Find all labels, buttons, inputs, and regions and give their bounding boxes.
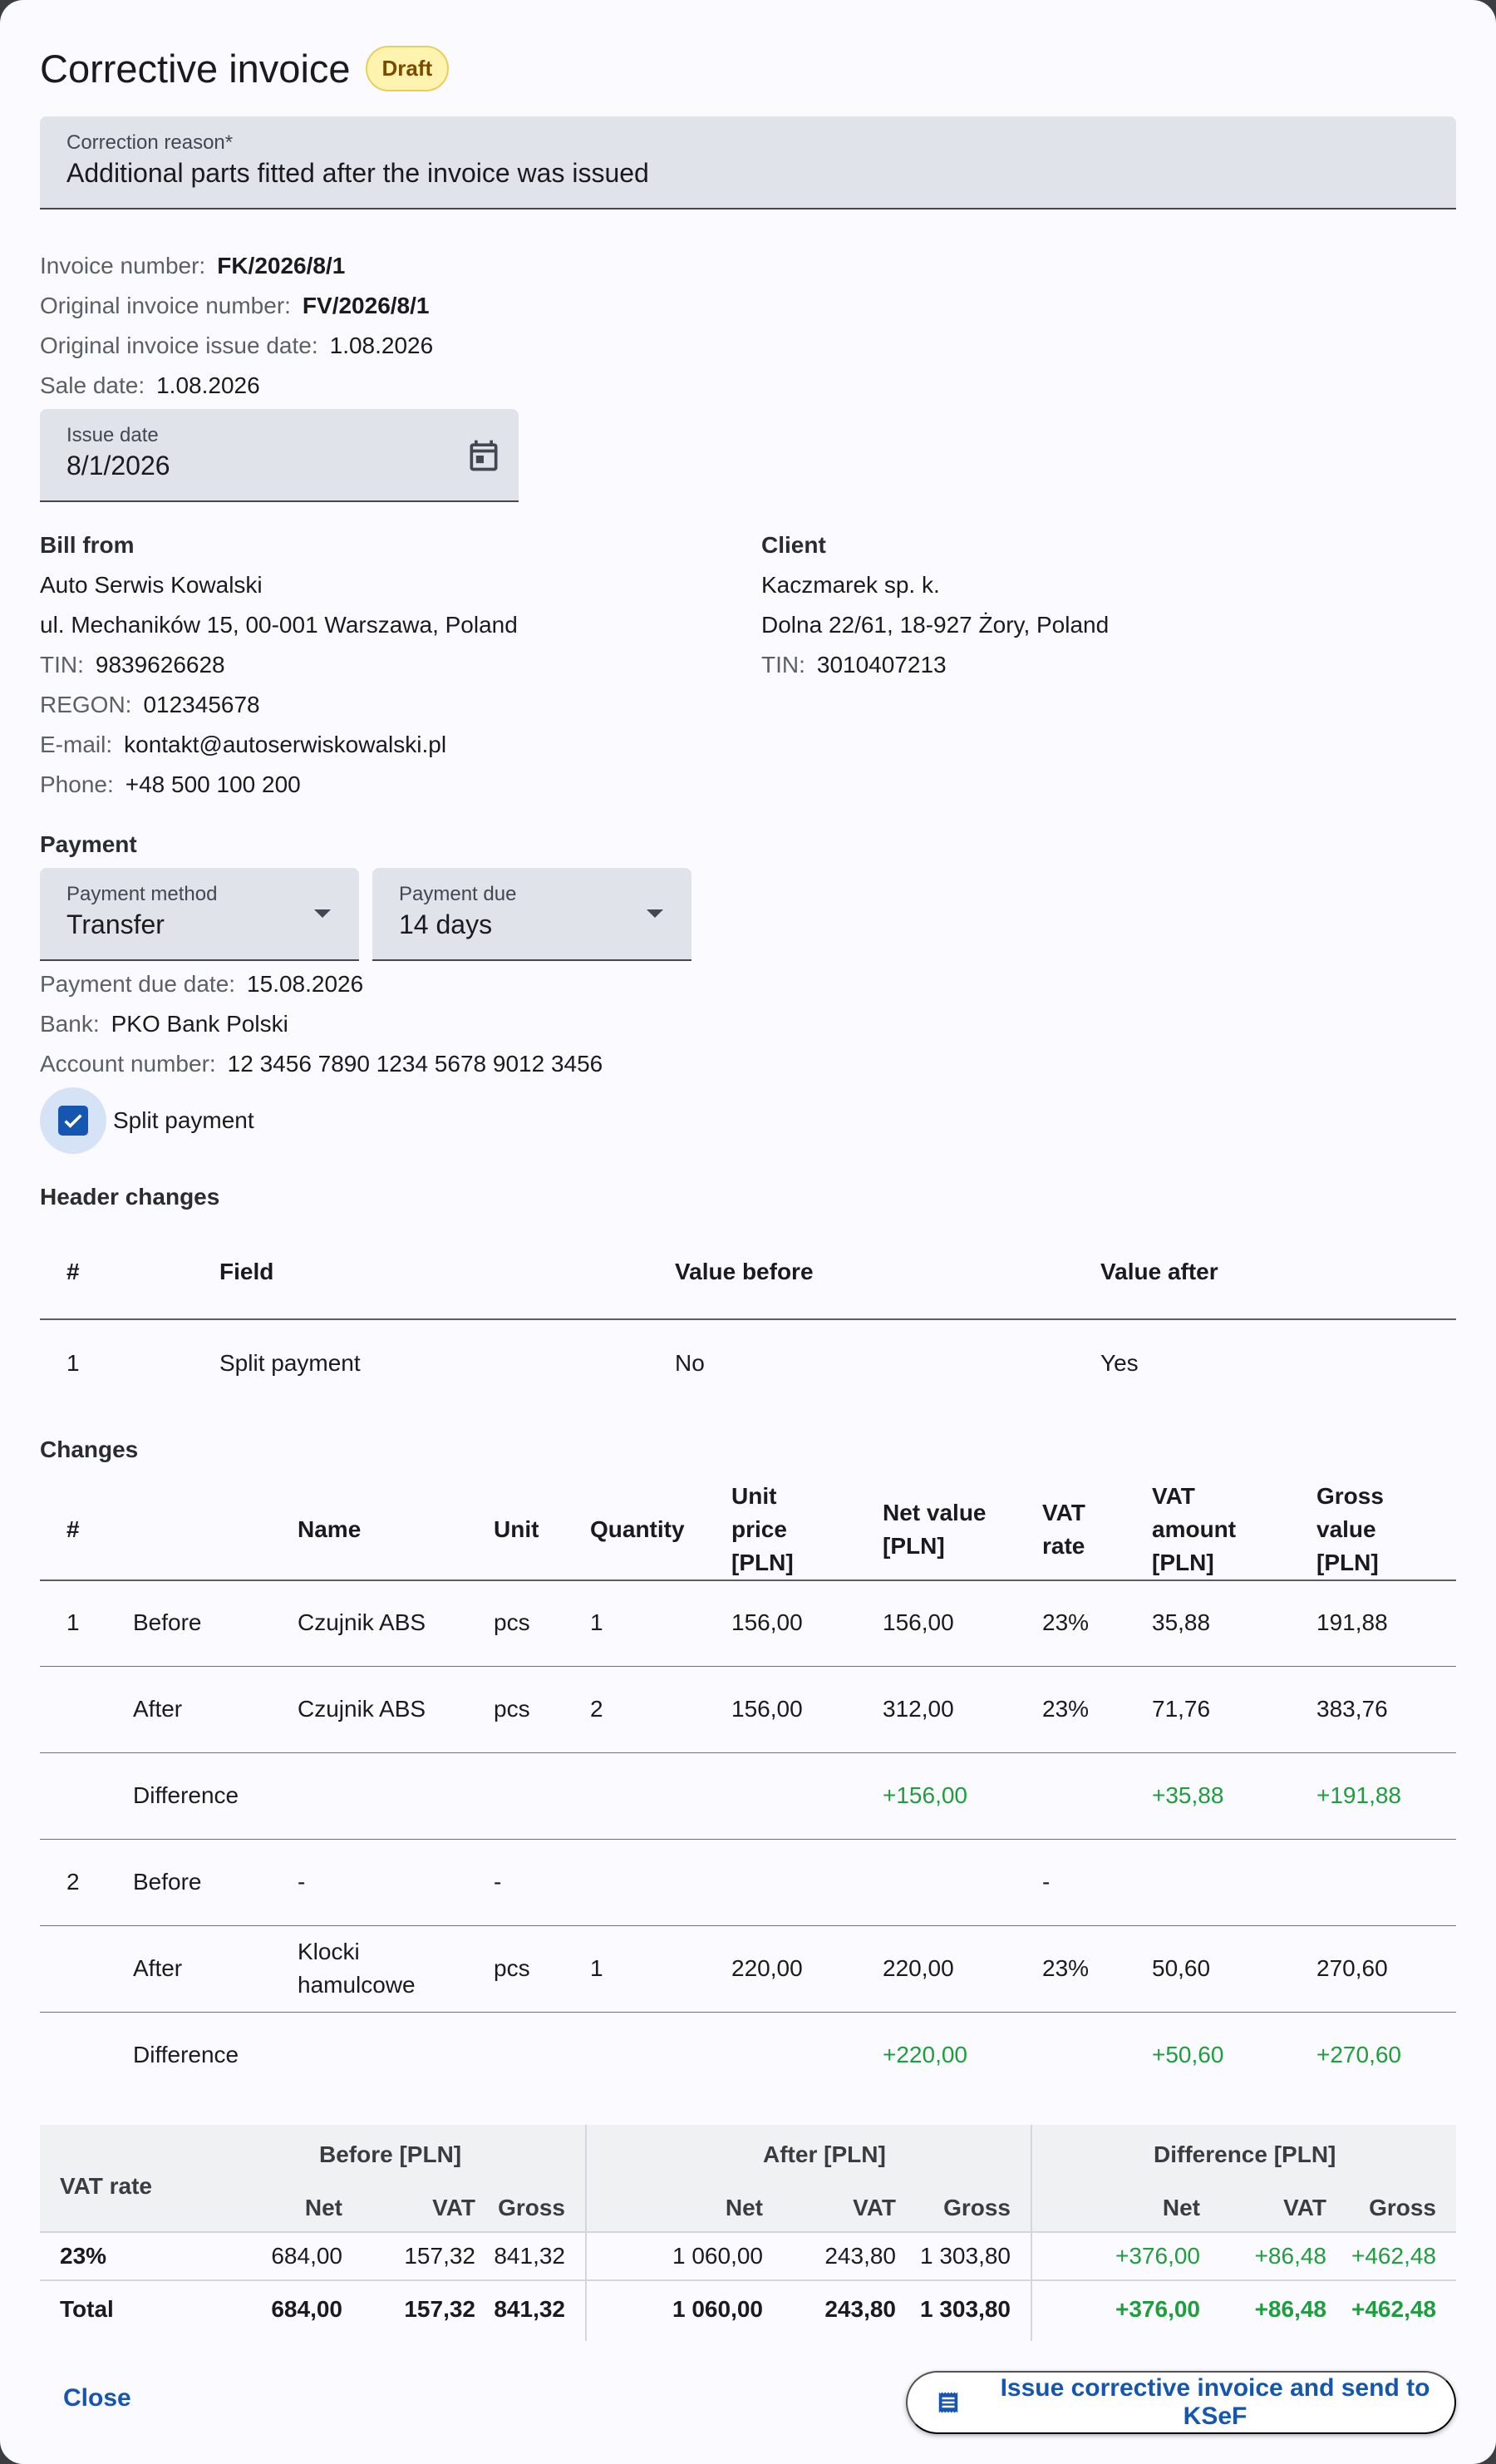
row-rate: 23% bbox=[1042, 1609, 1090, 1635]
invoice-number-value: FK/2026/8/1 bbox=[217, 253, 346, 278]
row-qty: 1 bbox=[590, 1955, 603, 1981]
bank-value: PKO Bank Polski bbox=[111, 1011, 288, 1037]
row-name: Czujnik ABS bbox=[298, 1696, 426, 1722]
summary-diff-gross-header: Gross bbox=[1369, 2195, 1436, 2220]
chevron-down-icon bbox=[314, 909, 331, 918]
row-gross: 270,60 bbox=[1316, 1955, 1388, 1981]
summary-before-net-header: Net bbox=[304, 2195, 342, 2220]
client-address: Dolna 22/61, 18-927 Żory, Poland bbox=[761, 612, 1110, 638]
col-line: value bbox=[1316, 1516, 1376, 1542]
payment-due-date-label: Payment due date: bbox=[40, 971, 236, 997]
row-vat: 50,60 bbox=[1152, 1955, 1211, 1981]
bill-from-tin-label: TIN: bbox=[40, 652, 84, 678]
payment-due-date-row bbox=[40, 971, 363, 998]
divider bbox=[40, 2231, 1456, 2233]
row-vat-diff: +35,88 bbox=[1152, 1782, 1224, 1808]
summary-after-net: 1 060,00 bbox=[672, 2243, 763, 2269]
summary-before-vat: 157,32 bbox=[404, 2243, 475, 2269]
payment-method-select[interactable] bbox=[40, 868, 359, 961]
sale-date-value: 1.08.2026 bbox=[156, 372, 260, 398]
row-price: 156,00 bbox=[731, 1696, 803, 1722]
row-vat: 35,88 bbox=[1152, 1609, 1211, 1635]
col-line: Gross bbox=[1316, 1483, 1384, 1509]
row-kind: Difference bbox=[133, 1782, 239, 1808]
row-rate: 23% bbox=[1042, 1696, 1090, 1722]
row-gross-diff: +191,88 bbox=[1316, 1782, 1401, 1808]
changes-col-quantity: Quantity bbox=[590, 1516, 685, 1542]
divider bbox=[40, 1318, 1456, 1320]
header-changes-heading: Header changes bbox=[40, 1184, 220, 1210]
divider bbox=[40, 1666, 1456, 1667]
bill-from-address: ul. Mechaników 15, 00-001 Warszawa, Poland bbox=[40, 612, 518, 638]
summary-before-gross: 841,32 bbox=[494, 2243, 565, 2269]
row-price: 220,00 bbox=[731, 1955, 803, 1981]
sale-date-label: Sale date: bbox=[40, 372, 145, 398]
split-payment-label[interactable]: Split payment bbox=[113, 1107, 254, 1133]
summary-after-gross: 1 303,80 bbox=[920, 2243, 1011, 2269]
col-line: Net value bbox=[883, 1500, 987, 1525]
changes-col-unit-price bbox=[731, 1480, 794, 1579]
row-kind: After bbox=[133, 1696, 183, 1722]
account-number-value: 12 3456 7890 1234 5678 9012 3456 bbox=[227, 1051, 603, 1077]
row-kind: Before bbox=[133, 1869, 202, 1895]
summary-before-gross-header: Gross bbox=[498, 2195, 565, 2220]
bank-label: Bank: bbox=[40, 1011, 100, 1037]
original-invoice-number-label: Original invoice number: bbox=[40, 293, 291, 318]
bill-from-email-label: E-mail: bbox=[40, 732, 113, 757]
row-rate: - bbox=[1042, 1869, 1051, 1895]
sale-date-row bbox=[40, 372, 260, 399]
bill-from-name: Auto Serwis Kowalski bbox=[40, 572, 263, 598]
split-payment-checkbox-ripple[interactable] bbox=[40, 1087, 106, 1154]
bill-from-email-row bbox=[40, 732, 446, 758]
row-name bbox=[298, 1935, 416, 2002]
divider bbox=[585, 2125, 587, 2341]
row-unit: pcs bbox=[494, 1696, 530, 1722]
changes-col-vat-rate bbox=[1042, 1496, 1085, 1563]
divider bbox=[40, 1839, 1456, 1840]
summary-after-gross-header: Gross bbox=[943, 2195, 1011, 2220]
chevron-down-icon bbox=[647, 909, 663, 918]
col-line: price bbox=[731, 1516, 787, 1542]
header-change-before: No bbox=[675, 1350, 705, 1376]
payment-due-label: Payment due bbox=[399, 883, 517, 905]
original-issue-date-value: 1.08.2026 bbox=[329, 333, 434, 358]
split-payment-checkbox[interactable] bbox=[58, 1106, 88, 1136]
summary-group-before: Before [PLN] bbox=[319, 2141, 462, 2167]
header-changes-col-num: # bbox=[66, 1259, 80, 1284]
vat-summary-table bbox=[40, 2125, 1456, 2341]
col-line: [PLN] bbox=[1152, 1550, 1214, 1575]
changes-col-vat-amount bbox=[1152, 1480, 1236, 1579]
row-num: 1 bbox=[66, 1609, 80, 1635]
client-tin-value: 3010407213 bbox=[816, 652, 947, 678]
col-line: rate bbox=[1042, 1533, 1085, 1559]
header-change-num: 1 bbox=[66, 1350, 80, 1376]
col-line: [PLN] bbox=[731, 1550, 794, 1575]
client-name: Kaczmarek sp. k. bbox=[761, 572, 940, 598]
row-unit: - bbox=[494, 1869, 502, 1895]
summary-total-label: Total bbox=[60, 2296, 114, 2322]
bill-from-regon-value: 012345678 bbox=[143, 692, 260, 717]
row-qty: 2 bbox=[590, 1696, 603, 1722]
original-invoice-number-row bbox=[40, 293, 429, 319]
bank-row bbox=[40, 1011, 288, 1037]
close-button[interactable]: Close bbox=[63, 2384, 131, 2412]
row-net-diff: +156,00 bbox=[883, 1782, 967, 1808]
changes-col-unit: Unit bbox=[494, 1516, 539, 1542]
original-invoice-number-value: FV/2026/8/1 bbox=[302, 293, 430, 318]
bill-from-phone-label: Phone: bbox=[40, 771, 114, 797]
summary-total-before-vat: 157,32 bbox=[404, 2296, 475, 2322]
summary-total-before-net: 684,00 bbox=[271, 2296, 342, 2322]
summary-total-diff-net: +376,00 bbox=[1115, 2296, 1200, 2322]
summary-total-before-gross: 841,32 bbox=[494, 2296, 565, 2322]
row-price: 156,00 bbox=[731, 1609, 803, 1635]
payment-due-date-value: 15.08.2026 bbox=[247, 971, 364, 997]
row-rate: 23% bbox=[1042, 1955, 1090, 1981]
client-heading: Client bbox=[761, 532, 826, 558]
status-badge: Draft bbox=[366, 46, 450, 91]
header-changes-col-field: Field bbox=[219, 1259, 274, 1284]
col-line: VAT bbox=[1152, 1483, 1195, 1509]
divider bbox=[40, 1579, 1456, 1581]
bill-from-tin-value: 9839626628 bbox=[95, 652, 225, 678]
row-gross: 383,76 bbox=[1316, 1696, 1388, 1722]
calendar-icon[interactable] bbox=[465, 437, 502, 474]
issue-button-label: Issue corrective invoice and send to KSeF bbox=[1000, 2374, 1430, 2430]
bill-from-phone-value: +48 500 100 200 bbox=[125, 771, 301, 797]
dialog-header bbox=[40, 42, 449, 95]
summary-diff-vat: +86,48 bbox=[1254, 2243, 1326, 2269]
bill-from-email-value: kontakt@autoserwiskowalski.pl bbox=[124, 732, 447, 757]
header-changes-col-before: Value before bbox=[675, 1259, 814, 1284]
name-line: Klocki bbox=[298, 1939, 360, 1964]
correction-reason-field[interactable] bbox=[40, 116, 1456, 209]
summary-total-after-net: 1 060,00 bbox=[672, 2296, 763, 2322]
row-unit: pcs bbox=[494, 1955, 530, 1981]
row-gross: 191,88 bbox=[1316, 1609, 1388, 1635]
invoice-number-row bbox=[40, 253, 345, 279]
summary-diff-gross: +462,48 bbox=[1351, 2243, 1436, 2269]
account-number-label: Account number: bbox=[40, 1051, 216, 1077]
divider bbox=[40, 1925, 1456, 1926]
summary-diff-vat-header: VAT bbox=[1283, 2195, 1326, 2220]
bill-from-regon-label: REGON: bbox=[40, 692, 132, 717]
row-net: 156,00 bbox=[883, 1609, 954, 1635]
summary-group-after: After [PLN] bbox=[763, 2141, 886, 2167]
name-line: hamulcowe bbox=[298, 1972, 416, 1998]
payment-heading: Payment bbox=[40, 831, 137, 857]
summary-before-net: 684,00 bbox=[271, 2243, 342, 2269]
row-vat: 71,76 bbox=[1152, 1696, 1211, 1722]
divider bbox=[40, 1752, 1456, 1753]
issue-date-label: Issue date bbox=[66, 424, 159, 446]
original-issue-date-row bbox=[40, 333, 433, 359]
col-line: [PLN] bbox=[883, 1533, 945, 1559]
summary-diff-net: +376,00 bbox=[1115, 2243, 1200, 2269]
original-issue-date-label: Original invoice issue date: bbox=[40, 333, 318, 358]
summary-total-diff-gross: +462,48 bbox=[1351, 2296, 1436, 2322]
issue-date-input[interactable]: 8/1/2026 bbox=[66, 451, 170, 480]
row-name: Czujnik ABS bbox=[298, 1609, 426, 1635]
summary-row-label: 23% bbox=[60, 2243, 107, 2269]
payment-method-label: Payment method bbox=[66, 883, 218, 905]
summary-total-diff-vat: +86,48 bbox=[1254, 2296, 1326, 2322]
summary-diff-net-header: Net bbox=[1162, 2195, 1200, 2220]
row-kind: After bbox=[133, 1955, 183, 1981]
row-kind: Difference bbox=[133, 2042, 239, 2067]
row-num: 2 bbox=[66, 1869, 80, 1895]
summary-total-after-vat: 243,80 bbox=[824, 2296, 896, 2322]
issue-corrective-invoice-button[interactable] bbox=[906, 2371, 1456, 2434]
payment-method-value: Transfer bbox=[66, 909, 165, 939]
row-unit: pcs bbox=[494, 1609, 530, 1635]
col-line: Unit bbox=[731, 1483, 777, 1509]
summary-total-after-gross: 1 303,80 bbox=[920, 2296, 1011, 2322]
row-name: - bbox=[298, 1869, 306, 1895]
summary-after-net-header: Net bbox=[725, 2195, 763, 2220]
row-kind: Before bbox=[133, 1609, 202, 1635]
dialog-title: Corrective invoice bbox=[40, 46, 351, 91]
row-gross-diff: +270,60 bbox=[1316, 2042, 1401, 2067]
changes-col-gross bbox=[1316, 1480, 1384, 1579]
correction-reason-label: Correction reason* bbox=[66, 131, 234, 154]
changes-heading: Changes bbox=[40, 1437, 139, 1462]
changes-col-name: Name bbox=[298, 1516, 362, 1542]
row-vat-diff: +50,60 bbox=[1152, 2042, 1224, 2067]
summary-group-diff: Difference [PLN] bbox=[1154, 2141, 1336, 2167]
summary-before-vat-header: VAT bbox=[432, 2195, 475, 2220]
bill-from-regon-row bbox=[40, 692, 260, 718]
summary-vat-rate-header: VAT rate bbox=[60, 2173, 152, 2199]
row-net: 220,00 bbox=[883, 1955, 954, 1981]
issue-date-field[interactable] bbox=[40, 409, 519, 502]
client-tin-row bbox=[761, 652, 947, 678]
col-line: VAT bbox=[1042, 1500, 1085, 1525]
divider bbox=[40, 2279, 1456, 2281]
summary-after-vat-header: VAT bbox=[853, 2195, 896, 2220]
row-net-diff: +220,00 bbox=[883, 2042, 967, 2067]
payment-due-value: 14 days bbox=[399, 909, 493, 939]
divider bbox=[40, 2012, 1456, 2013]
divider bbox=[1031, 2125, 1032, 2341]
col-line: amount bbox=[1152, 1516, 1237, 1542]
account-number-row bbox=[40, 1051, 603, 1077]
header-change-after: Yes bbox=[1100, 1350, 1139, 1376]
header-change-field: Split payment bbox=[219, 1350, 361, 1376]
header-changes-col-after: Value after bbox=[1100, 1259, 1218, 1284]
check-icon bbox=[62, 1109, 85, 1132]
client-tin-label: TIN: bbox=[761, 652, 805, 678]
bill-from-tin-row bbox=[40, 652, 225, 678]
changes-col-net bbox=[883, 1496, 987, 1563]
payment-due-select[interactable] bbox=[372, 868, 691, 961]
summary-after-vat: 243,80 bbox=[824, 2243, 896, 2269]
invoice-number-label: Invoice number: bbox=[40, 253, 206, 278]
receipt-icon bbox=[936, 2389, 961, 2416]
bill-from-phone-row bbox=[40, 771, 301, 798]
correction-reason-input[interactable]: Additional parts fitted after the invoice was issued bbox=[66, 158, 649, 188]
row-net: 312,00 bbox=[883, 1696, 954, 1722]
col-line: [PLN] bbox=[1316, 1550, 1379, 1575]
changes-col-num: # bbox=[66, 1516, 80, 1542]
row-qty: 1 bbox=[590, 1609, 603, 1635]
bill-from-heading: Bill from bbox=[40, 532, 135, 558]
